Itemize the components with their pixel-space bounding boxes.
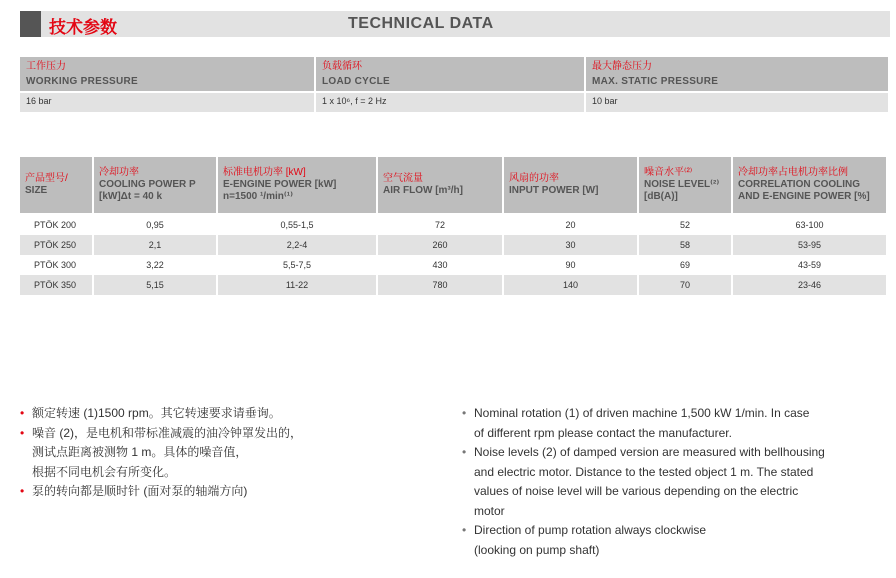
note-text: 噪音 (2)，是电机和带标准减震的油冷钟罩发出的， (32, 425, 303, 440)
table-cell: 5,15 (94, 275, 216, 295)
note-text: motor (474, 503, 505, 518)
header-cn: 标准电机功率 [kW] (223, 167, 306, 178)
technical-data-table (18, 157, 888, 295)
header-cn: 空气流量 (383, 173, 423, 184)
title-chinese: 技术参数 (49, 18, 117, 37)
note-item: • Direction of pump rotation always clockwise (looking on pump shaft) (462, 523, 707, 557)
note-text: and electric motor. Distance to the tested object 1 m. The stated (474, 464, 814, 479)
note-text: Nominal rotation (1) of driven machine 1,500 kW 1/min. In case (474, 406, 810, 420)
header-en: COOLING POWER P [kW]Δt = 40 k (99, 179, 196, 202)
table-cell: 260 (378, 235, 502, 255)
header-size (20, 157, 92, 213)
table-row (20, 255, 886, 275)
notes-chinese (20, 404, 440, 502)
table-row (20, 213, 886, 235)
table-cell: 52 (639, 213, 731, 235)
header-cooling-power (94, 157, 216, 213)
table-cell: 140 (504, 275, 637, 295)
header-cn: 冷却功率 (99, 167, 139, 178)
table-cell: 3,22 (94, 255, 216, 275)
note-text: 根据不同电机会有所变化。 (32, 464, 177, 479)
table-cell: 72 (378, 213, 502, 235)
spec-value: 16 bar (20, 93, 314, 112)
table-cell: 58 (639, 235, 731, 255)
header-cn: 产品型号/ (25, 173, 68, 184)
table-cell: PTÖK 200 (20, 213, 92, 235)
header-en: CORRELATION COOLING AND E-ENGINE POWER [%] (738, 179, 870, 202)
header-en: E-ENGINE POWER [kW] n=1500 ¹/min⁽¹⁾ (223, 179, 337, 202)
note-item: • Nominal rotation (1) of driven machine 1,500 kW 1/min. In case of different rpm please contact the manufacturer. (462, 406, 810, 440)
spec-label-en: MAX. STATIC PRESSURE (592, 76, 719, 87)
table-cell: 0,55-1,5 (218, 213, 376, 235)
spec-label-en: WORKING PRESSURE (26, 76, 139, 87)
header-input-power (504, 157, 637, 213)
spec-label-cn: 最大静态压力 (592, 61, 652, 72)
note-text: 测试点距离被测物 1 m。具体的噪音值， (32, 445, 248, 459)
note-text: (looking on pump shaft) (474, 542, 600, 557)
header-en: AIR FLOW [m³/h] (383, 185, 463, 196)
table-cell: 69 (639, 255, 731, 275)
notes-english (462, 404, 862, 560)
header-en: INPUT POWER [W] (509, 185, 599, 196)
table-row (20, 275, 886, 295)
table-cell: 30 (504, 235, 637, 255)
header-marker (20, 11, 41, 37)
spec-label-cn: 负载循环 (322, 61, 362, 72)
table-cell: 63-100 (733, 213, 886, 235)
note-item: • Noise levels (2) of damped version are measured with bellhousing and electric motor. Distance to the tested object 1 m. The stated values of noise level will be various depending on the electric motor (462, 445, 825, 518)
table-cell: 11-22 (218, 275, 376, 295)
spec-label-en: LOAD CYCLE (322, 76, 390, 87)
note-text: of different rpm please contact the manufacturer. (474, 425, 732, 440)
header-noise-level (639, 157, 731, 213)
table-cell: 5,5-7,5 (218, 255, 376, 275)
header-cn: 冷却功率占电机功率比例 (738, 167, 848, 178)
table-cell: 70 (639, 275, 731, 295)
spec-max-static-pressure (586, 57, 888, 112)
table-cell: 2,1 (94, 235, 216, 255)
spec-working-pressure (20, 57, 314, 112)
note-item: • 额定转速 (1)1500 rpm。其它转速要求请垂询。 (20, 406, 281, 420)
table-cell: 43-59 (733, 255, 886, 275)
note-text: Noise levels (2) of damped version are measured with bellhousing (474, 445, 825, 459)
table-cell: 2,2-4 (218, 235, 376, 255)
table-header-row (20, 157, 886, 213)
table-cell: PTÖK 300 (20, 255, 92, 275)
header-air-flow (378, 157, 502, 213)
note-text: 额定转速 (1)1500 rpm。其它转速要求请垂询。 (32, 406, 281, 420)
section-header (20, 11, 890, 37)
table-cell: 430 (378, 255, 502, 275)
note-text: 泵的转向都是顺时针 (面对泵的轴端方向) (32, 484, 248, 498)
note-item: • 泵的转向都是顺时针 (面对泵的轴端方向) (20, 484, 248, 498)
header-engine-power (218, 157, 376, 213)
header-cn: 风扇的功率 (509, 173, 559, 184)
spec-value: 10 bar (586, 93, 888, 112)
table-cell: 0,95 (94, 213, 216, 235)
spec-load-cycle (316, 57, 584, 112)
table-cell: 53-95 (733, 235, 886, 255)
header-cn: 噪音水平⁽²⁾ (644, 167, 693, 178)
table-cell: 780 (378, 275, 502, 295)
table-cell: 20 (504, 213, 637, 235)
spec-value: 1 x 10⁶, f = 2 Hz (316, 93, 584, 112)
note-item: • 噪音 (2)，是电机和带标准减震的油冷钟罩发出的， 测试点距离被测物 1 m。具体的噪音值， 根据不同电机会有所变化。 (20, 425, 303, 479)
table-cell: 23-46 (733, 275, 886, 295)
header-en: SIZE (25, 185, 48, 196)
table-cell: 90 (504, 255, 637, 275)
table-row (20, 235, 886, 255)
note-text: values of noise level will be various depending on the electric (474, 484, 799, 498)
table-cell: PTÖK 350 (20, 275, 92, 295)
table-cell: PTÖK 250 (20, 235, 92, 255)
spec-label-cn: 工作压力 (26, 61, 66, 72)
header-correlation (733, 157, 886, 213)
header-en: NOISE LEVEL⁽²⁾ [dB(A)] (644, 179, 720, 202)
title-english: TECHNICAL DATA (348, 15, 494, 32)
note-text: Direction of pump rotation always clockwise (474, 523, 707, 537)
